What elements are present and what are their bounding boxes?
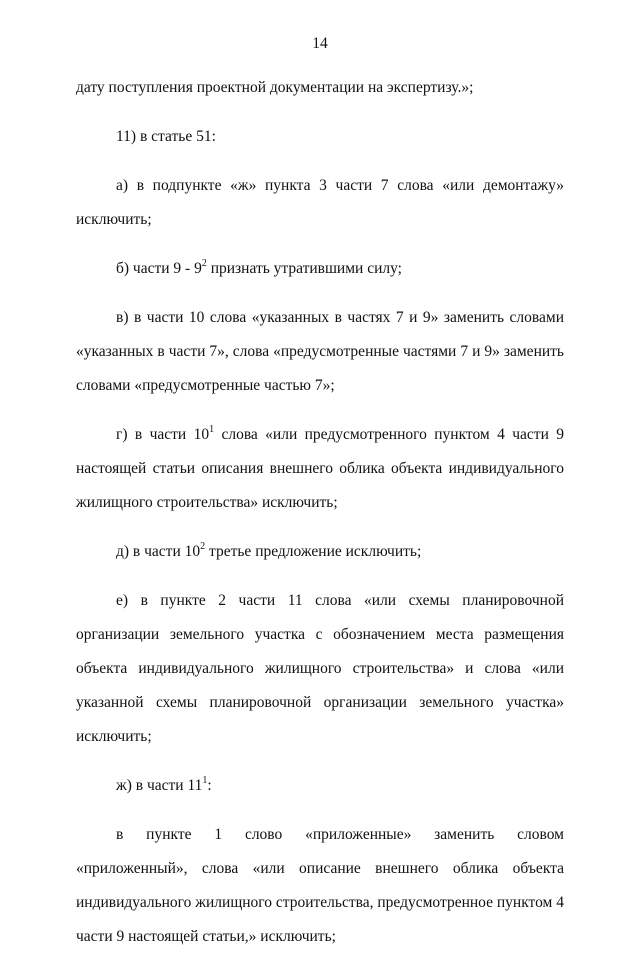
paragraph-article-51	[76, 120, 564, 154]
paragraph-text: б) части 9 - 9	[116, 260, 202, 277]
superscript: 2	[201, 257, 207, 269]
paragraph-item-e	[76, 584, 564, 754]
paragraph-text: д) в части 10	[116, 543, 201, 560]
paragraph-text: в) в части 10 слова «указанных в частях 7 и 9» заменить словами «указанных в части 7», слова «предусмотренные частями 7 и 9» заменить словами «предусмотренные частью 7»;	[76, 309, 564, 394]
document-body	[76, 71, 564, 969]
paragraph-point-1	[76, 818, 564, 954]
paragraph-text: е) в пункте 2 части 11 слова «или схемы планировочной организации земельного участка с обозначением места размещения объекта индивидуального жилищного строительства» и слова «или указанной схемы планировочной организации земельного участка» исключить;	[76, 592, 564, 745]
paragraph-text: г) в части 10	[116, 426, 210, 443]
superscript: 1	[202, 774, 208, 786]
paragraph-item-v	[76, 301, 564, 403]
paragraph-text: слова «или предусмотренного пунктом 4 части 9 настоящей статьи описания внешнего облика объекта индивидуального жилищного строительства» исключить;	[76, 426, 564, 511]
paragraph-text: 11) в статье 51:	[116, 128, 216, 145]
superscript: 1	[209, 423, 215, 435]
paragraph-item-b	[76, 252, 564, 286]
paragraph-text: признать утратившими силу;	[206, 260, 402, 277]
paragraph-text: третье предложение исключить;	[205, 543, 422, 560]
paragraph-text: ж) в части 11	[116, 777, 203, 794]
paragraph-item-d	[76, 535, 564, 569]
page-number: 14	[312, 35, 328, 52]
paragraph-text: а) в подпункте «ж» пункта 3 части 7 слова «или демонтажу» исключить;	[76, 177, 564, 228]
superscript: 2	[200, 540, 206, 552]
paragraph-continuation	[76, 71, 564, 105]
paragraph-text: дату поступления проектной документации на экспертизу.»;	[76, 79, 474, 96]
paragraph-item-g	[76, 418, 564, 520]
paragraph-item-a	[76, 169, 564, 237]
paragraph-text: в пункте 1 слово «приложенные» заменить словом «приложенный», слова «или описание внешнего облика объекта индивидуального жилищного строительства, предусмотренное пунктом 4 части 9 настоящей статьи,» исключить;	[76, 826, 564, 945]
paragraph-text: :	[207, 777, 212, 794]
paragraph-item-zh	[76, 769, 564, 803]
